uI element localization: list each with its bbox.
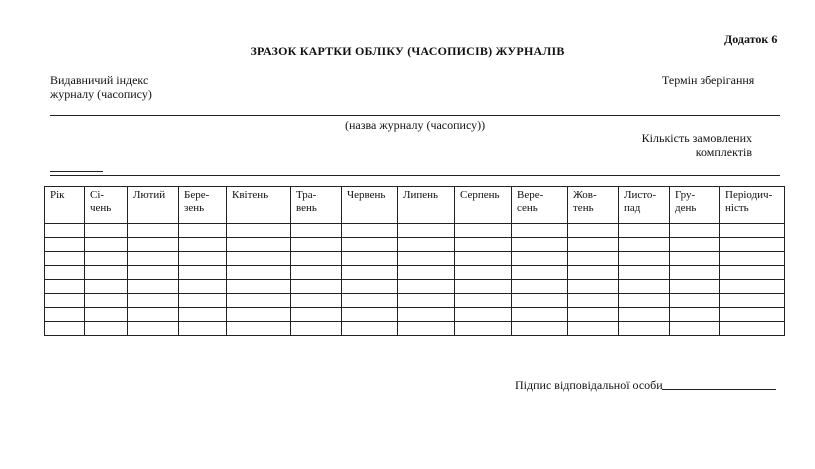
column-header xyxy=(45,187,85,224)
table-cell[interactable] xyxy=(128,308,179,322)
table-cell[interactable] xyxy=(512,266,568,280)
table-cell[interactable] xyxy=(720,238,785,252)
table-cell[interactable] xyxy=(670,266,720,280)
table-cell[interactable] xyxy=(45,280,85,294)
table-cell[interactable] xyxy=(227,308,291,322)
table-cell[interactable] xyxy=(455,280,512,294)
column-header xyxy=(128,187,179,224)
table-row xyxy=(45,294,785,308)
table-cell[interactable] xyxy=(291,224,342,238)
column-header-line2: тень xyxy=(573,202,594,214)
table-cell[interactable] xyxy=(342,308,398,322)
table-cell[interactable] xyxy=(179,308,227,322)
document-title: ЗРАЗОК КАРТКИ ОБЛІКУ (ЧАСОПИСІВ) ЖУРНАЛІВ xyxy=(250,44,565,58)
table-cell[interactable] xyxy=(512,294,568,308)
table-cell[interactable] xyxy=(45,224,85,238)
table-cell[interactable] xyxy=(568,322,619,336)
table-cell[interactable] xyxy=(85,224,128,238)
table-row xyxy=(45,322,785,336)
table-cell[interactable] xyxy=(619,294,670,308)
table-cell[interactable] xyxy=(512,252,568,266)
table-row xyxy=(45,224,785,238)
table-cell[interactable] xyxy=(128,280,179,294)
table-cell[interactable] xyxy=(291,294,342,308)
table-cell[interactable] xyxy=(227,280,291,294)
table-cell[interactable] xyxy=(179,266,227,280)
table-cell[interactable] xyxy=(227,238,291,252)
column-header-line2: чень xyxy=(90,202,112,214)
table-cell[interactable] xyxy=(619,308,670,322)
table-cell[interactable] xyxy=(179,224,227,238)
column-header xyxy=(670,187,720,224)
table-cell[interactable] xyxy=(227,252,291,266)
table-cell[interactable] xyxy=(85,238,128,252)
storage-term-label: Термін зберігання xyxy=(662,73,755,87)
column-header xyxy=(568,187,619,224)
table-cell[interactable] xyxy=(128,224,179,238)
table-cell[interactable] xyxy=(619,322,670,336)
column-header xyxy=(227,187,291,224)
table-header-row xyxy=(45,187,785,224)
table-cell[interactable] xyxy=(179,280,227,294)
column-header-line2: вень xyxy=(296,202,317,214)
appendix-label: Додаток 6 xyxy=(724,32,778,46)
column-header-line1: Липень xyxy=(403,189,439,201)
table-cell[interactable] xyxy=(342,224,398,238)
table-cell[interactable] xyxy=(670,238,720,252)
table-cell[interactable] xyxy=(45,238,85,252)
column-header xyxy=(720,187,785,224)
column-header xyxy=(179,187,227,224)
table-cell[interactable] xyxy=(720,322,785,336)
column-header-line1: Серпень xyxy=(460,189,500,201)
table-cell[interactable] xyxy=(720,266,785,280)
table-cell[interactable] xyxy=(619,238,670,252)
table-cell[interactable] xyxy=(455,294,512,308)
table-cell[interactable] xyxy=(227,322,291,336)
table-cell[interactable] xyxy=(455,224,512,238)
table-cell[interactable] xyxy=(512,238,568,252)
table-cell[interactable] xyxy=(85,308,128,322)
column-header-line1: Листо- xyxy=(624,189,657,201)
table-cell[interactable] xyxy=(179,294,227,308)
table-cell[interactable] xyxy=(568,280,619,294)
table-cell[interactable] xyxy=(342,280,398,294)
table-cell[interactable] xyxy=(568,308,619,322)
table-cell[interactable] xyxy=(455,308,512,322)
table-cell[interactable] xyxy=(227,294,291,308)
table-cell[interactable] xyxy=(85,280,128,294)
column-header-line2: пад xyxy=(624,202,641,214)
table-cell[interactable] xyxy=(670,308,720,322)
table-cell[interactable] xyxy=(720,224,785,238)
table-cell[interactable] xyxy=(342,238,398,252)
table-row xyxy=(45,266,785,280)
table-cell[interactable] xyxy=(45,294,85,308)
publication-index-label xyxy=(50,73,152,101)
table-cell[interactable] xyxy=(512,322,568,336)
table-cell[interactable] xyxy=(227,224,291,238)
table-cell[interactable] xyxy=(398,294,455,308)
table-cell[interactable] xyxy=(619,252,670,266)
table-cell[interactable] xyxy=(670,294,720,308)
table-cell[interactable] xyxy=(720,294,785,308)
table-cell[interactable] xyxy=(398,238,455,252)
table-cell[interactable] xyxy=(720,280,785,294)
table-cell[interactable] xyxy=(670,280,720,294)
table-cell[interactable] xyxy=(398,224,455,238)
table-cell[interactable] xyxy=(568,238,619,252)
column-header xyxy=(342,187,398,224)
ordered-sets-blank-line xyxy=(50,171,103,172)
table-cell[interactable] xyxy=(512,224,568,238)
table-cell[interactable] xyxy=(179,322,227,336)
table-cell[interactable] xyxy=(568,252,619,266)
table-cell[interactable] xyxy=(398,280,455,294)
table-row xyxy=(45,308,785,322)
column-header-line2: день xyxy=(675,202,697,214)
table-cell[interactable] xyxy=(291,322,342,336)
ordered-sets-label xyxy=(600,131,752,159)
column-header-line1: Вере- xyxy=(517,189,544,201)
table-cell[interactable] xyxy=(398,322,455,336)
column-header-line2: ність xyxy=(725,202,749,214)
table-cell[interactable] xyxy=(670,252,720,266)
column-header xyxy=(619,187,670,224)
column-header-line1: Бере- xyxy=(184,189,210,201)
table-cell[interactable] xyxy=(455,322,512,336)
table-cell[interactable] xyxy=(670,322,720,336)
publication-index-line1: Видавничий індекс xyxy=(50,73,149,87)
table-cell[interactable] xyxy=(85,294,128,308)
table-cell[interactable] xyxy=(128,266,179,280)
table-cell[interactable] xyxy=(342,294,398,308)
table-cell[interactable] xyxy=(342,322,398,336)
journal-name-line xyxy=(50,115,780,116)
table-cell[interactable] xyxy=(45,308,85,322)
column-header xyxy=(455,187,512,224)
table-row xyxy=(45,280,785,294)
column-header-line2: сень xyxy=(517,202,538,214)
table-cell[interactable] xyxy=(291,252,342,266)
journal-name-caption: (назва журналу (часопису)) xyxy=(345,118,486,132)
table-cell[interactable] xyxy=(720,252,785,266)
table-cell[interactable] xyxy=(619,224,670,238)
column-header-line1: Лютий xyxy=(133,189,166,201)
table-cell[interactable] xyxy=(291,280,342,294)
table-cell[interactable] xyxy=(128,252,179,266)
table-cell[interactable] xyxy=(128,322,179,336)
column-header xyxy=(291,187,342,224)
table-cell[interactable] xyxy=(85,266,128,280)
table-row xyxy=(45,252,785,266)
table-cell[interactable] xyxy=(568,294,619,308)
publication-index-line2: журналу (часопису) xyxy=(50,87,152,101)
table-cell[interactable] xyxy=(619,280,670,294)
table-cell[interactable] xyxy=(85,322,128,336)
separator-line xyxy=(50,175,780,176)
table-cell[interactable] xyxy=(568,266,619,280)
ordered-sets-line2: комплектів xyxy=(695,145,752,159)
table-cell[interactable] xyxy=(291,266,342,280)
table-cell[interactable] xyxy=(512,308,568,322)
table-cell[interactable] xyxy=(398,266,455,280)
table-cell[interactable] xyxy=(179,252,227,266)
table-cell[interactable] xyxy=(342,252,398,266)
column-header-line1: Жов- xyxy=(573,189,597,201)
signature-label: Підпис відповідальної особи xyxy=(515,378,663,392)
column-header-line1: Червень xyxy=(347,189,386,201)
column-header-line1: Рік xyxy=(50,189,65,201)
table-cell[interactable] xyxy=(398,252,455,266)
table-body xyxy=(45,224,785,336)
column-header-line1: Квітень xyxy=(232,189,269,201)
table-cell[interactable] xyxy=(227,266,291,280)
table-cell[interactable] xyxy=(128,238,179,252)
column-header-line1: Тра- xyxy=(296,189,317,201)
table-cell[interactable] xyxy=(720,308,785,322)
column-header xyxy=(512,187,568,224)
table-cell[interactable] xyxy=(670,224,720,238)
table-cell[interactable] xyxy=(45,322,85,336)
table-cell[interactable] xyxy=(291,308,342,322)
table-cell[interactable] xyxy=(342,266,398,280)
table-cell[interactable] xyxy=(291,238,342,252)
column-header-line1: Сі- xyxy=(90,189,105,201)
table-cell[interactable] xyxy=(128,294,179,308)
column-header-line1: Гру- xyxy=(675,189,696,201)
ordered-sets-line1: Кількість замовлених xyxy=(641,131,752,145)
table-row xyxy=(45,238,785,252)
column-header-line1: Періодич- xyxy=(725,189,773,201)
table-cell[interactable] xyxy=(568,224,619,238)
table-cell[interactable] xyxy=(512,280,568,294)
column-header-line2: зень xyxy=(184,202,205,214)
accounting-table xyxy=(44,186,785,336)
table-cell[interactable] xyxy=(398,308,455,322)
column-header xyxy=(85,187,128,224)
table-cell[interactable] xyxy=(85,252,128,266)
table-cell[interactable] xyxy=(619,266,670,280)
table-cell[interactable] xyxy=(45,252,85,266)
column-header xyxy=(398,187,455,224)
table-cell[interactable] xyxy=(179,238,227,252)
signature-line[interactable] xyxy=(662,389,776,390)
table-cell[interactable] xyxy=(455,266,512,280)
table-cell[interactable] xyxy=(455,252,512,266)
table-cell[interactable] xyxy=(455,238,512,252)
table-cell[interactable] xyxy=(45,266,85,280)
